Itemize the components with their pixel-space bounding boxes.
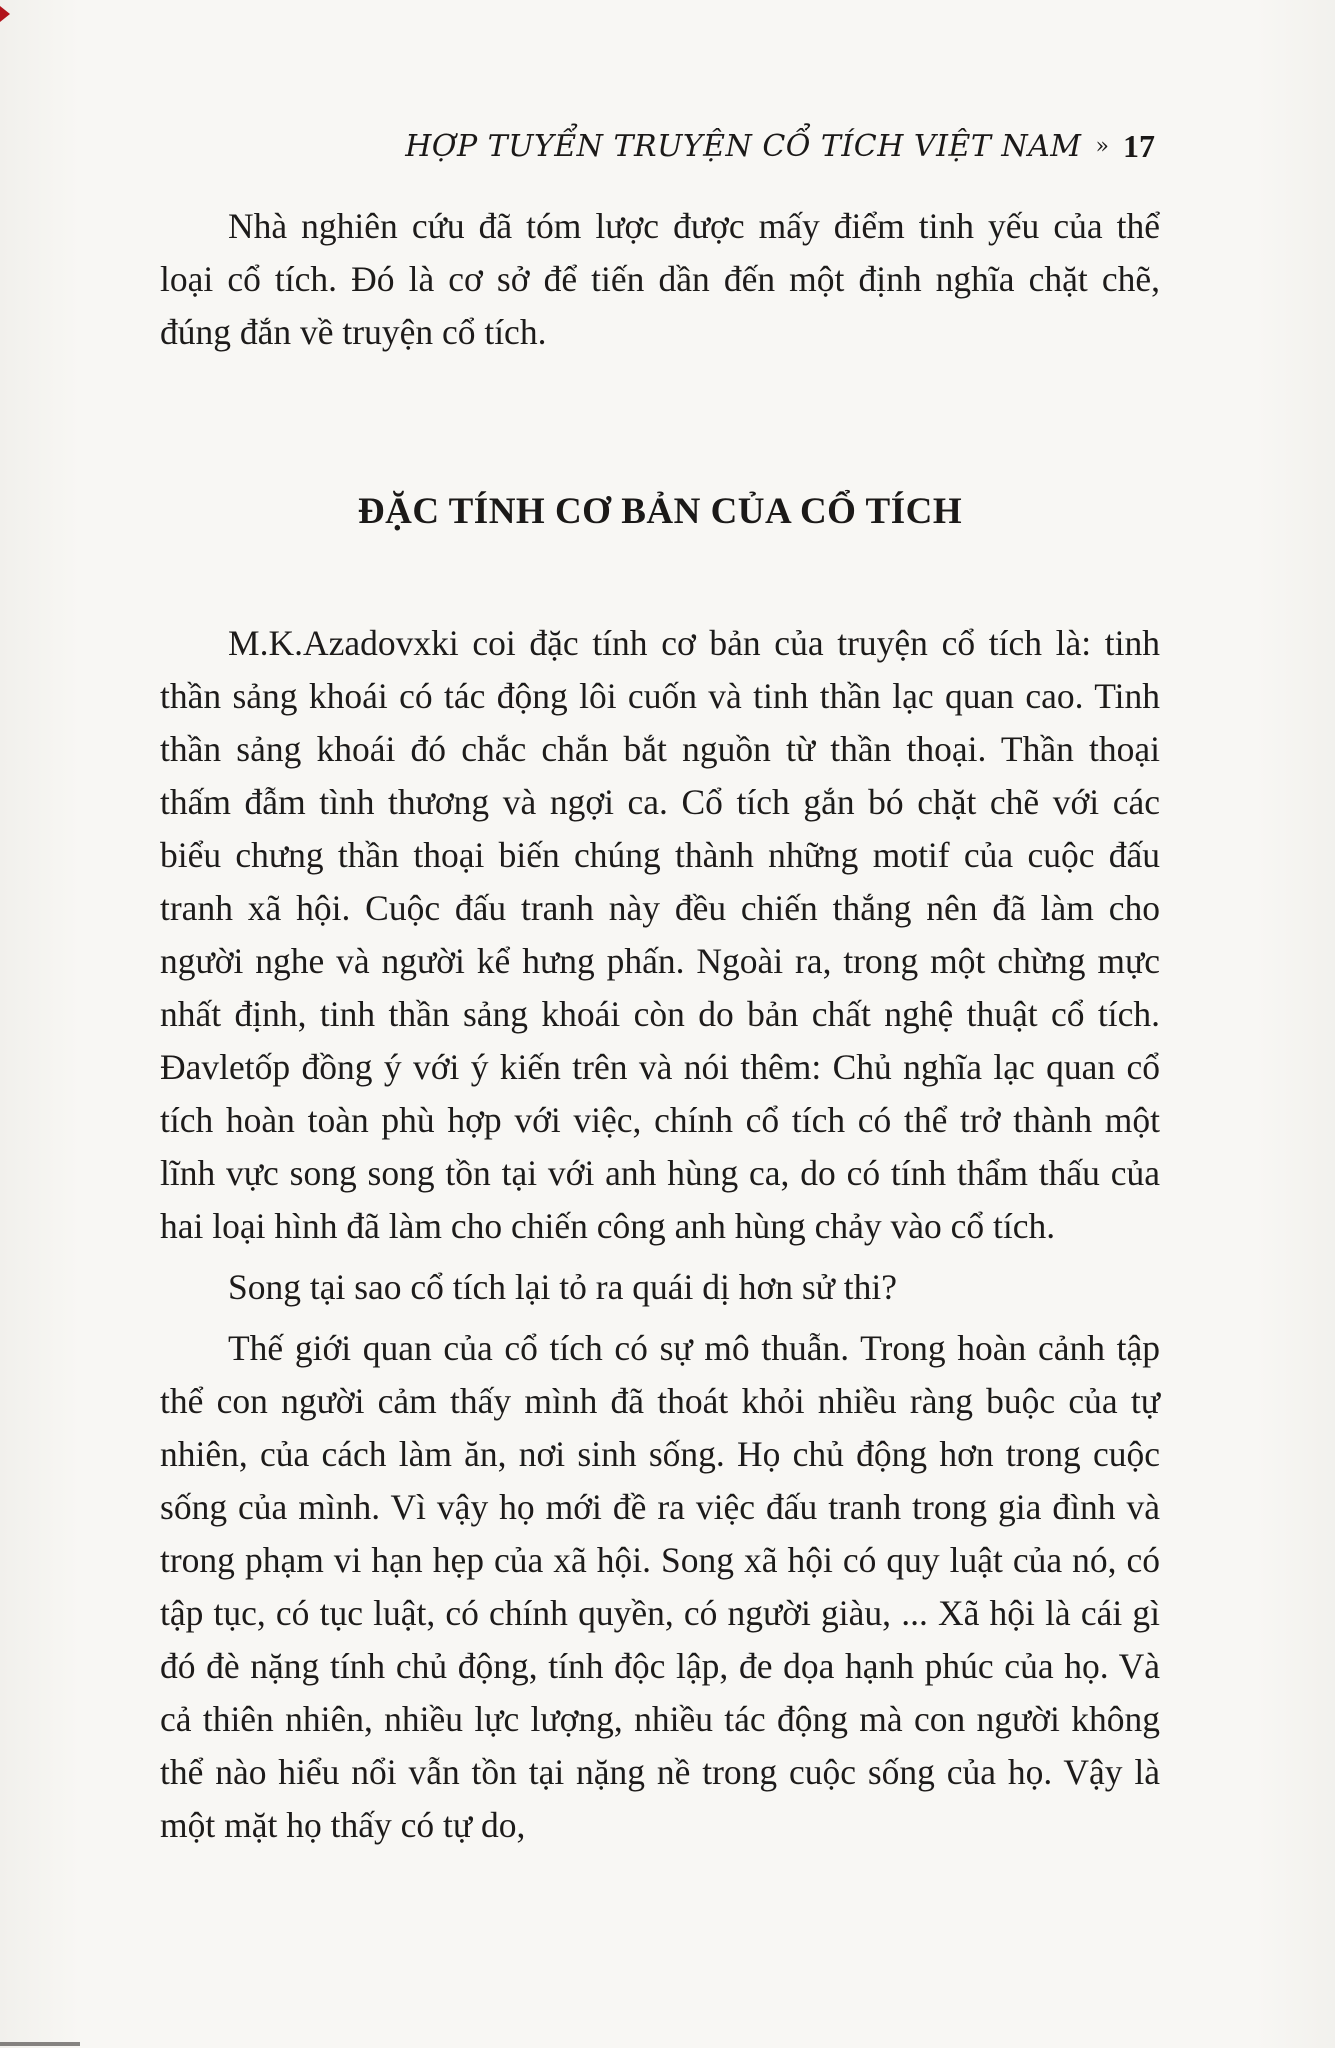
running-head-separator: » xyxy=(1095,134,1109,159)
paragraph-2: Song tại sao cổ tích lại tỏ ra quái dị hơn sử thi? xyxy=(228,1267,898,1307)
intro-paragraph: Nhà nghiên cứu đã tóm lược được mấy điểm tinh yếu của thể loại cổ tích. Đó là cơ sở để tiến dần đến một định nghĩa chặt chẽ, đúng đắn về truyện cổ tích. xyxy=(160,206,1160,352)
corner-mark xyxy=(0,6,10,22)
section-heading: ĐẶC TÍNH CƠ BẢN CỦA CỔ TÍCH xyxy=(357,491,963,532)
intro-section xyxy=(160,200,1160,359)
bottom-edge-mark xyxy=(0,2042,80,2046)
main-text xyxy=(160,617,1160,1852)
paragraph-3: Thế giới quan của cổ tích có sự mô thuẫn. Trong hoàn cảnh tập thể con người cảm thấy mình đã thoát khỏi nhiều ràng buộc của tự nhiên, của cách làm ăn, nơi sinh sống. Họ chủ động hơn trong cuộc sống của mình. Vì vậy họ mới đề ra việc đấu tranh trong gia đình và trong phạm vi hạn hẹp của xã hội. Song xã hội có quy luật của nó, có tập tục, có tục luật, có chính quyền, có người giàu, ... Xã hội là cái gì đó đè nặng tính chủ động, tính độc lập, đe dọa hạnh phúc của họ. Và cả thiên nhiên, nhiều lực lượng, nhiều tác động mà con người không thể nào hiểu nổi vẫn tồn tại nặng nề trong cuộc sống của họ. Vậy là một mặt họ thấy có tự do, xyxy=(160,1328,1160,1845)
running-head xyxy=(405,128,1155,165)
running-head-title: HỢP TUYỂN TRUYỆN CỔ TÍCH VIỆT NAM xyxy=(405,129,1082,164)
paragraph-1: M.K.Azadovxki coi đặc tính cơ bản của truyện cổ tích là: tinh thần sảng khoái có tác động lôi cuốn và tinh thần lạc quan cao. Tinh thần sảng khoái đó chắc chắn bắt nguồn từ thần thoại. Thần thoại thấm đẫm tình thương và ngợi ca. Cổ tích gắn bó chặt chẽ với các biểu chưng thần thoại biến chúng thành những motif của cuộc đấu tranh xã hội. Cuộc đấu tranh này đều chiến thắng nên đã làm cho người nghe và người kể hưng phấn. Ngoài ra, trong một chừng mực nhất định, tinh thần sảng khoái còn do bản chất nghệ thuật cổ tích. Đavletốp đồng ý với ý kiến trên và nói thêm: Chủ nghĩa lạc quan cổ tích hoàn toàn phù hợp với việc, chính cổ tích có thể trở thành một lĩnh vực song song tồn tại với anh hùng ca, do có tính thẩm thấu của hai loại hình đã làm cho chiến công anh hùng chảy vào cổ tích. xyxy=(160,623,1160,1246)
page-number: 17 xyxy=(1123,128,1155,164)
